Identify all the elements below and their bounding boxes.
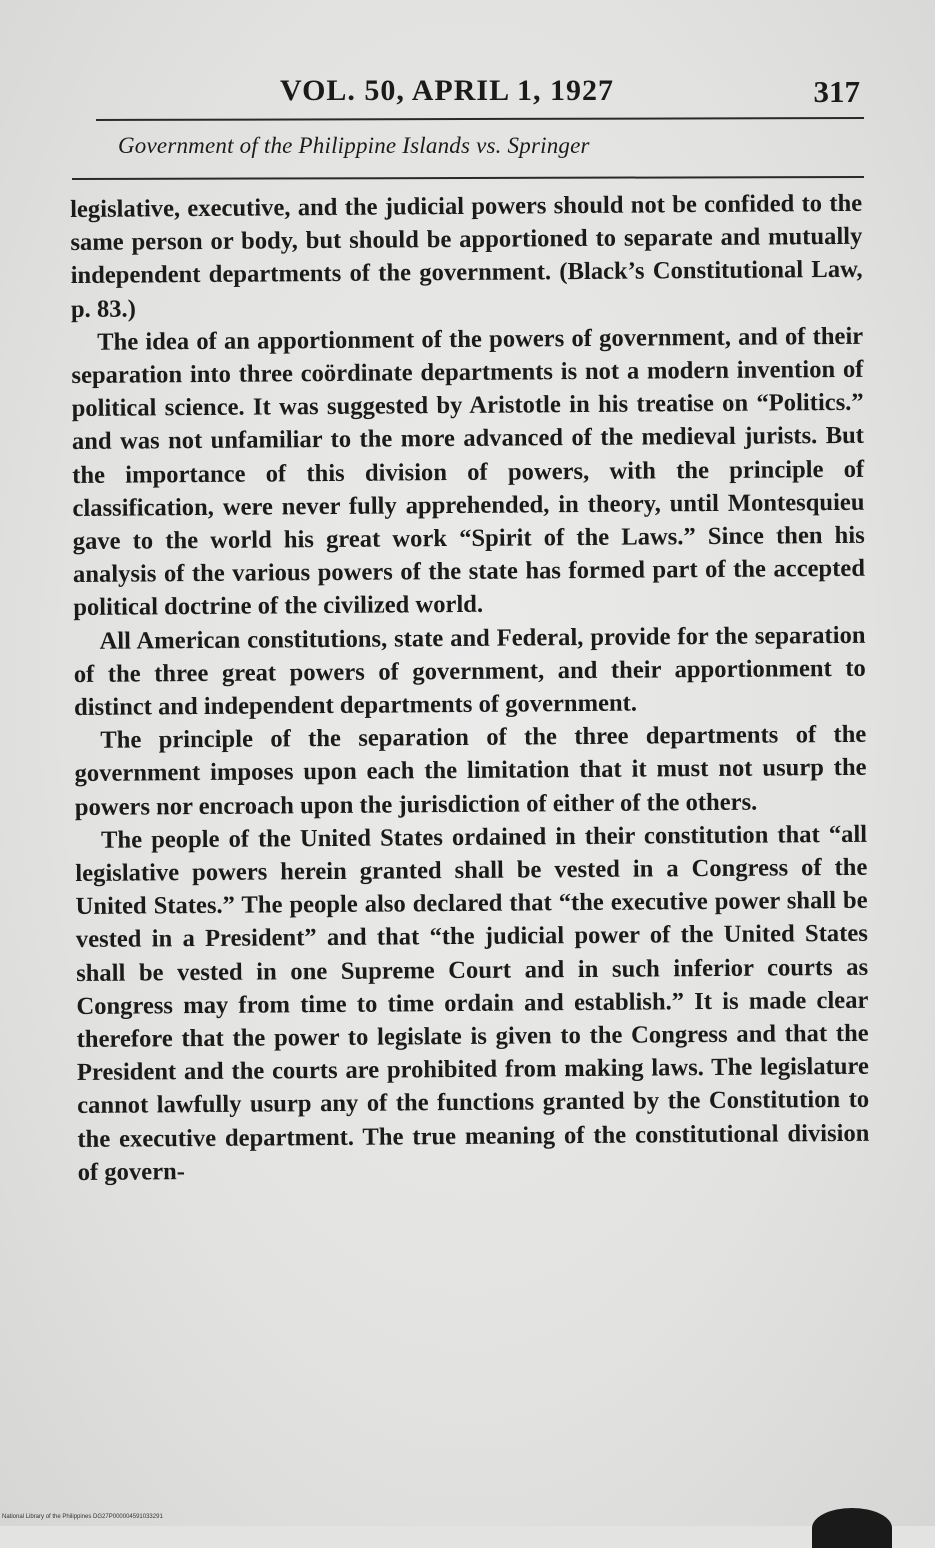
paragraph-3: All American constitutions, state and Federal, provide for the separation of the three great powers of government, and their apportionment to distinct and independent departments of government. xyxy=(73,621,866,722)
header-rule-bottom xyxy=(72,176,864,180)
case-title: Government of the Philippine Islands vs. Springer xyxy=(118,133,590,158)
paragraph-2: The idea of an apportionment of the powers of government, and of their separation into three coördinate departments is not a modern invention of political science. It was suggested by Aristotle in his treatise on “Politics.” and was not unfamiliar to the more advanced of the medieval jurists. But the importance of this division of powers, with the principle of classification, were never fully apprehended, in theory, until Montesquieu gave to the world his great work “Spirit of the Laws.” Since then his analysis of the various powers of the state has formed part of the accepted political doctrine of the civilized world. xyxy=(71,322,866,622)
body-text xyxy=(70,187,870,1189)
volume-date: VOL. 50, APRIL 1, 1927 xyxy=(280,74,614,107)
paragraph-5: The people of the United States ordained in their constitution that “all legislative powers herein granted shall be vested in a Congress of the United States.” The people also declared that “the executive power shall be vested in a President” and that “the judicial power of the United States shall be vested in one Supreme Court and in such inferior courts as Congress may from time to time ordain and establish.” It is made clear therefore that the power to legislate is given to the Congress and that the President and the courts are prohibited from making laws. The legislature cannot lawfully usurp any of the functions granted by the Constitution to the executive department. The true meaning of the constitutional division of govern- xyxy=(75,820,870,1186)
paragraph-1: legislative, executive, and the judicial powers should not be confided to the same person or body, but should be apportioned to separate and mutually independent departments of the government. (Black’s Constitutional Law, p. 83.) xyxy=(70,189,863,323)
page-number: 317 xyxy=(813,74,860,109)
running-header xyxy=(110,74,860,118)
scan-credit: National Library of the Philippines DG27P000004591033291 xyxy=(2,1514,163,1520)
paragraph-4: The principle of the separation of the three departments of the government imposes upon each the limitation that it must not usurp the powers nor encroach upon the jurisdiction of either of the others. xyxy=(74,721,867,821)
thumb-shadow xyxy=(812,1508,892,1548)
